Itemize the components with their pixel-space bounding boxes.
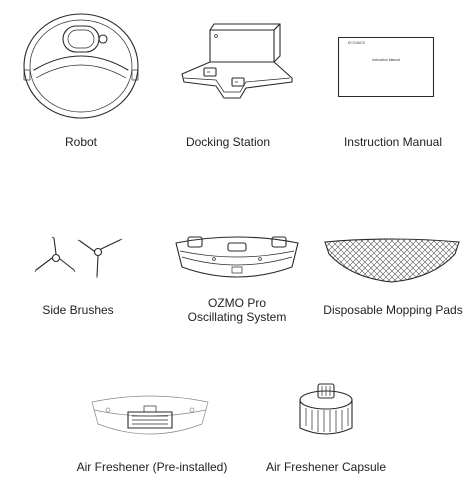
robot-illustration: [22, 12, 140, 120]
side-brushes-label: Side Brushes: [42, 303, 114, 317]
manual-cover-title: Instruction Manual: [372, 58, 400, 62]
ozmo-pro-label: [178, 296, 296, 324]
ozmo-pro-label-line1: OZMO Pro: [207, 296, 266, 310]
air-freshener-illustration: [88, 390, 212, 440]
manual-brand-text: ECOVACS: [348, 41, 365, 45]
instruction-manual-illustration: [338, 37, 434, 97]
instruction-manual-label: Instruction Manual: [343, 135, 443, 149]
docking-station-label: Docking Station: [185, 135, 271, 149]
air-freshener-capsule-label: Air Freshener Capsule: [265, 460, 387, 474]
side-brushes-illustration: [34, 236, 130, 280]
mopping-pads-label: Disposable Mopping Pads: [323, 303, 463, 317]
air-freshener-capsule-illustration: [298, 382, 354, 440]
docking-station-illustration: [176, 22, 294, 104]
mopping-pads-illustration: [323, 238, 461, 284]
ozmo-pro-illustration: [174, 233, 300, 281]
robot-label: Robot: [64, 135, 98, 149]
ozmo-pro-label-line2: Oscillating System: [187, 310, 287, 324]
air-freshener-label: Air Freshener (Pre-installed): [76, 460, 228, 474]
